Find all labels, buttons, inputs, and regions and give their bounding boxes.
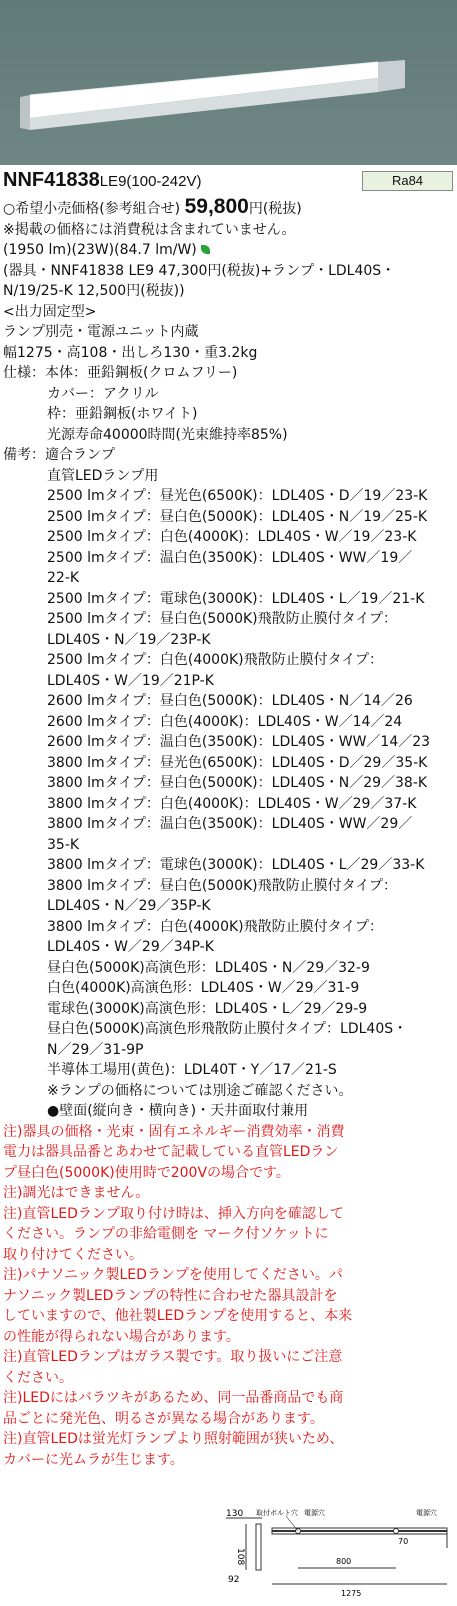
lamp-line: 昼白色(5000K)高演色形飛散防止膜付タイプ：LDL40S・	[47, 1021, 408, 1037]
warning-line: ナソニック製LEDランプの特性に合わせた器具設計を	[3, 1287, 338, 1304]
lamp-line: 3800 lmタイプ：昼光色(6500K)：LDL40S・D／29／35-K	[47, 754, 428, 771]
warning-line: 品ごとに発光色、明るさが異なる場合があります。	[3, 1410, 324, 1427]
dim-130: 130	[226, 1509, 244, 1519]
warning-line: 注)直管LEDは蛍光灯ランプより照射範囲が狭いため、	[3, 1431, 344, 1447]
output-type: <出力固定型>	[3, 303, 97, 320]
dim-70: 70	[398, 1537, 409, 1546]
lamp-line: LDL40S・N／19／23P-K	[47, 631, 211, 648]
warning-line: の性能が得られない場合があります。	[3, 1328, 240, 1345]
lamp-line: 半導体工場用(黄色)：LDL40T・Y／17／21-S	[47, 1062, 337, 1078]
model-number: NNF41838LE9(100-242V)	[3, 169, 202, 191]
feature-line: 幅1275・高108・出しろ130・重3.2kg	[3, 344, 258, 361]
specs-line: (1950 lm)(23W)(84.7 lm/W)	[3, 240, 455, 261]
label-power-hole-2: 電源穴	[416, 1509, 437, 1517]
warning-line: していますので、他社製LEDランプを使用すると、本来	[3, 1308, 353, 1324]
dim-800: 800	[336, 1557, 352, 1566]
lamp-line: 2500 lmタイプ：電球色(3000K)：LDL40S・L／19／21-K	[47, 590, 425, 607]
lamp-line: N／29／31-9P	[47, 1041, 144, 1058]
warning-line: ください。	[3, 1369, 73, 1386]
warning-line: 注)器具の価格・光束・固有エネルギー消費効率・消費	[3, 1123, 345, 1140]
lamp-line: 白色(4000K)高演色形：LDL40S・W／29／31-9	[47, 980, 360, 996]
spec-row: 枠：亜鉛鋼板(ホワイト)	[47, 406, 198, 422]
lamp-line: 2500 lmタイプ：白色(4000K)：LDL40S・W／19／23-K	[47, 529, 417, 545]
warning-line: 注)調光はできません。	[3, 1185, 150, 1201]
notes-heading: 備考：適合ランプ	[3, 447, 115, 463]
dim-108: 108	[235, 1548, 245, 1566]
lamp-list	[3, 486, 455, 1122]
warning-line: 注)LEDにはバラツキがあるため、同一品番商品でも商	[3, 1390, 344, 1406]
spec-row: カバー：アクリル	[47, 385, 159, 402]
lamp-line: 22-K	[47, 570, 80, 586]
product-photo	[0, 0, 457, 165]
lamp-line: 3800 lmタイプ：温白色(3500K)：LDL40S・WW／29／	[47, 816, 413, 832]
warning-list	[3, 1122, 455, 1471]
lamp-line: 2500 lmタイプ：昼光色(6500K)：LDL40S・D／19／23-K	[47, 488, 428, 504]
lamp-line: 3800 lmタイプ：昼白色(5000K)飛散防止膜付タイプ：	[47, 877, 397, 894]
product-header	[0, 169, 457, 191]
lamp-line: LDL40S・N／29／35P-K	[47, 898, 211, 914]
label-power-hole-1: 電源穴	[304, 1509, 325, 1517]
ra-badge: Ra84	[362, 171, 453, 191]
lamp-line: ※ランプの価格については別途ご確認ください。	[47, 1082, 353, 1099]
dim-1275: 1275	[341, 1589, 362, 1598]
lamp-line: LDL40S・W／19／21P-K	[47, 672, 214, 689]
luminaire-illustration	[0, 0, 457, 165]
lamp-line: 2500 lmタイプ：昼白色(5000K)：LDL40S・N／19／25-K	[47, 508, 428, 525]
warning-line: 取り付けてください。	[3, 1246, 143, 1263]
lamp-line: 3800 lmタイプ：昼白色(5000K)：LDL40S・N／29／38-K	[47, 775, 428, 791]
lamp-line: LDL40S・W／29／34P-K	[47, 939, 214, 955]
warning-line: 電力は器具品番とあわせて記載している直管LEDラン	[3, 1144, 339, 1160]
lamp-line: 3800 lmタイプ：白色(4000K)：LDL40S・W／29／37-K	[47, 795, 417, 812]
spec-row: 光源寿命40000時間(光束維持率85%)	[47, 426, 288, 443]
lamp-line: 電球色(3000K)高演色形：LDL40S・L／29／29-9	[47, 1000, 368, 1017]
feature-line: ランプ別売・電源ユニット内蔵	[3, 324, 199, 340]
notes-subheading: 直管LEDランプ用	[47, 467, 159, 484]
eco-leaf-icon	[201, 245, 210, 254]
label-mount-bolt: 取付ボルト穴	[256, 1509, 298, 1517]
warning-line: プ昼白色(5000K)使用時で200Vの場合です。	[3, 1164, 290, 1181]
tax-note: ※掲載の価格には消費税は含まれていません。	[3, 221, 296, 238]
warning-line: カバーに光ムラが生じます。	[3, 1451, 184, 1468]
warning-line: 注)パナソニック製LEDランプを使用してください。パ	[3, 1267, 343, 1283]
lamp-line: 3800 lmタイプ：電球色(3000K)：LDL40S・L／29／33-K	[47, 857, 425, 873]
lamp-line: 2500 lmタイプ：昼白色(5000K)飛散防止膜付タイプ：	[47, 611, 397, 627]
dimension-diagram	[226, 1508, 454, 1603]
warning-line: 注)直管LEDランプはガラス製です。取り扱いにご注意	[3, 1349, 343, 1365]
product-details	[3, 197, 455, 1470]
price-line: ○希望小売価格(参考組合せ) 59,800円(税抜)	[3, 195, 302, 218]
lamp-line: 2600 lmタイプ：白色(4000K)：LDL40S・W／14／24	[47, 713, 403, 730]
lamp-line: 3800 lmタイプ：白色(4000K)飛散防止膜付タイプ：	[47, 918, 383, 935]
price-amount: 59,800	[184, 195, 249, 218]
breakdown-line-1: (器具・NNF41838 LE9 47,300円(税抜)+ランプ・LDL40S・	[3, 262, 396, 279]
breakdown-line-2: N/19/25-K 12,500円(税抜))	[3, 283, 185, 299]
lamp-line: 2600 lmタイプ：昼白色(5000K)：LDL40S・N／14／26	[47, 693, 413, 709]
warning-line: ください。ランプの非給電側を マーク付ソケットに	[3, 1226, 329, 1242]
lamp-line: 2500 lmタイプ：白色(4000K)飛散防止膜付タイプ：	[47, 652, 383, 668]
lamp-line: 昼白色(5000K)高演色形：LDL40S・N／29／32-9	[47, 959, 370, 976]
lamp-line: ●壁面(縦向き・横向き)・天井面取付兼用	[47, 1103, 309, 1119]
warning-line: 注)直管LEDランプ取り付け時は、挿入方向を確認して	[3, 1205, 344, 1222]
lamp-line: 35-K	[47, 836, 80, 853]
dim-92: 92	[228, 1575, 240, 1585]
spec-row: 仕様：本体：亜鉛鋼板(クロムフリー)	[3, 365, 238, 381]
lamp-line: 2500 lmタイプ：温白色(3500K)：LDL40S・WW／19／	[47, 549, 413, 566]
lamp-line: 2600 lmタイプ：温白色(3500K)：LDL40S・WW／14／23	[47, 734, 431, 750]
